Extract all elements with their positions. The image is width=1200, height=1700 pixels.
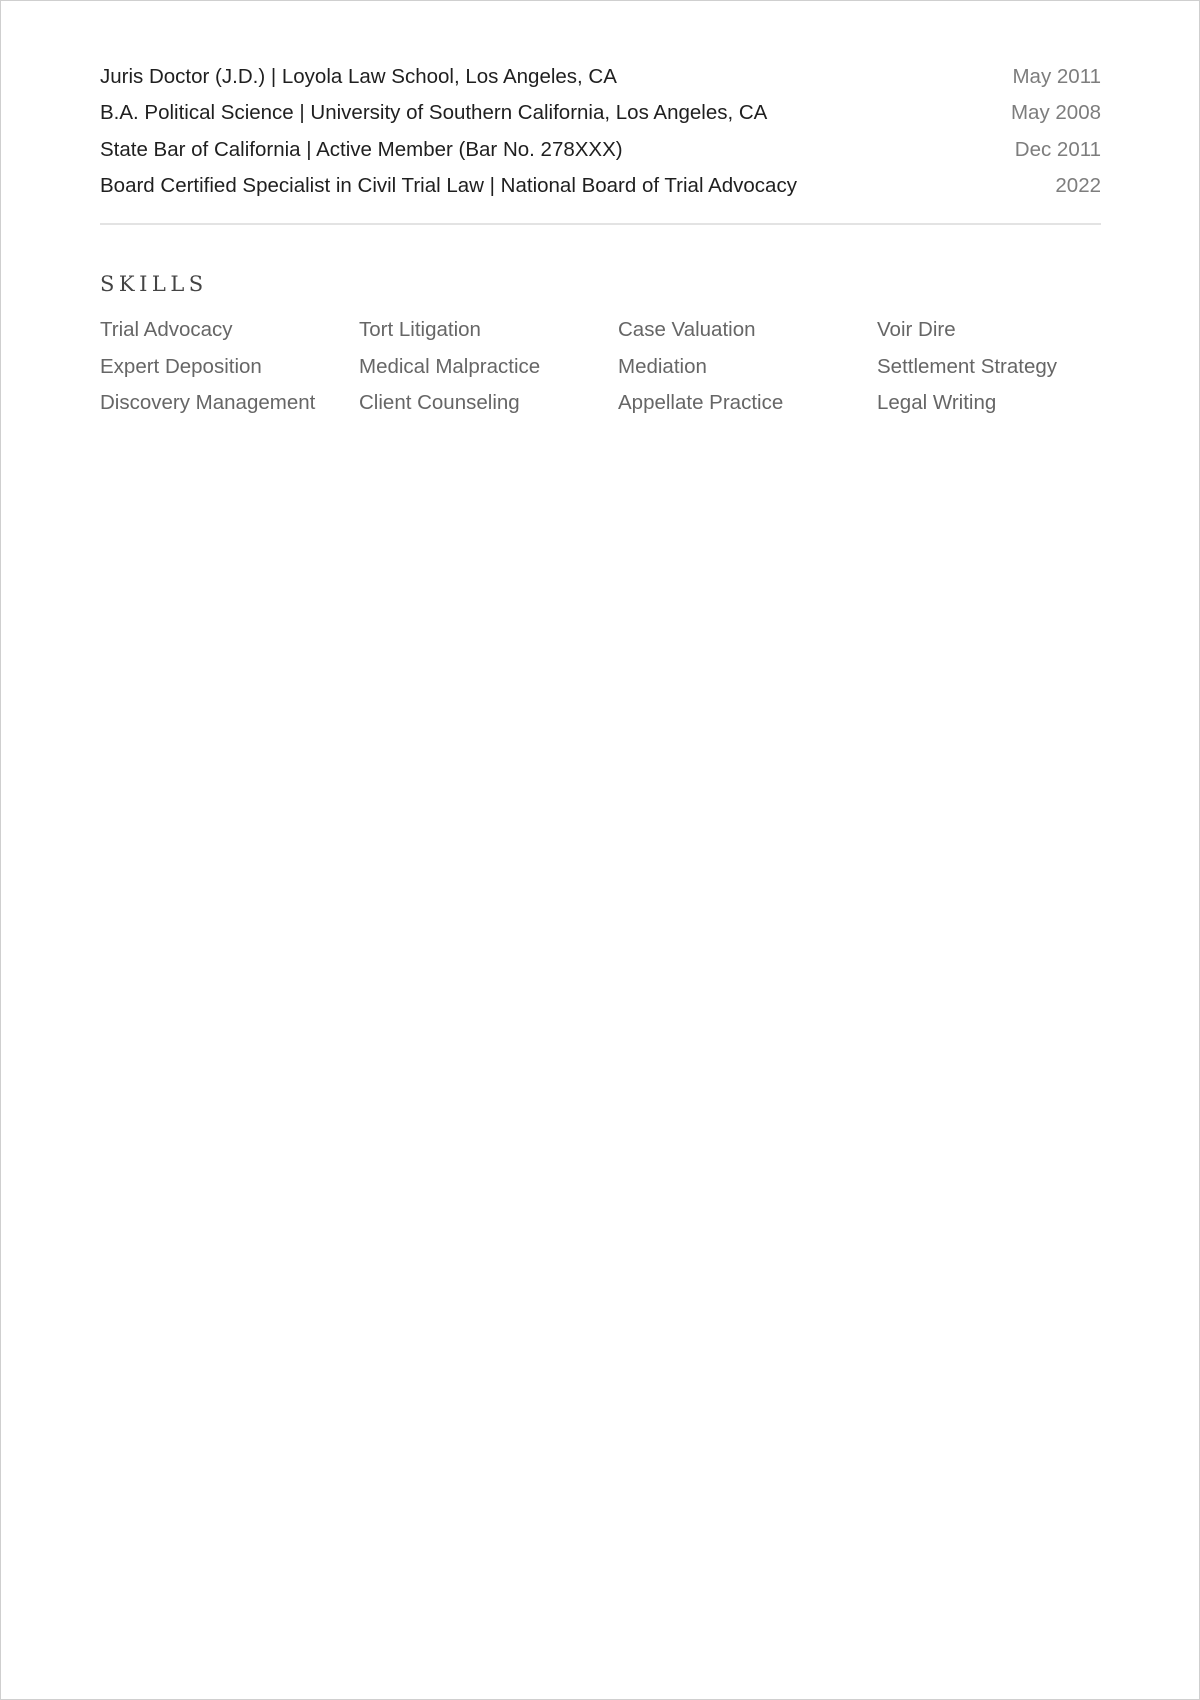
credential-title: B.A. Political Science | University of Southern California, Los Angeles, CA bbox=[100, 101, 768, 125]
credential-row bbox=[100, 59, 1101, 95]
skill-item: Appellate Practice bbox=[618, 391, 784, 415]
credential-row bbox=[100, 95, 1101, 131]
skill-item: Mediation bbox=[618, 354, 707, 378]
skills-heading: SKILLS bbox=[100, 272, 208, 297]
credential-title: Juris Doctor (J.D.) | Loyola Law School, Los Angeles, CA bbox=[100, 65, 617, 88]
skill-item: Legal Writing bbox=[877, 391, 997, 415]
credential-row bbox=[100, 132, 1101, 168]
skill-item: Discovery Management bbox=[100, 391, 316, 415]
skill-item: Settlement Strategy bbox=[877, 354, 1058, 378]
credential-date: 2022 bbox=[1055, 173, 1101, 197]
skill-item: Trial Advocacy bbox=[100, 318, 233, 342]
skills-grid bbox=[100, 318, 1101, 416]
skill-item: Case Valuation bbox=[618, 318, 756, 342]
skill-item: Medical Malpractice bbox=[359, 354, 541, 378]
credential-date: Dec 2011 bbox=[1014, 137, 1101, 161]
credential-title: State Bar of California | Active Member (Bar No. 278XXX) bbox=[100, 137, 623, 161]
skill-item: Voir Dire bbox=[877, 318, 956, 342]
credential-date: May 2011 bbox=[1012, 65, 1101, 88]
skill-item: Client Counseling bbox=[359, 391, 520, 415]
section-divider bbox=[100, 223, 1101, 225]
credential-row bbox=[100, 168, 1101, 204]
credential-date: May 2008 bbox=[1010, 101, 1101, 125]
skill-item: Tort Litigation bbox=[359, 318, 481, 342]
resume-content bbox=[100, 59, 1101, 416]
skill-item: Expert Deposition bbox=[100, 354, 262, 378]
credential-title: Board Certified Specialist in Civil Trial Law | National Board of Trial Advocacy bbox=[100, 173, 797, 197]
education-credentials-list bbox=[100, 59, 1101, 204]
